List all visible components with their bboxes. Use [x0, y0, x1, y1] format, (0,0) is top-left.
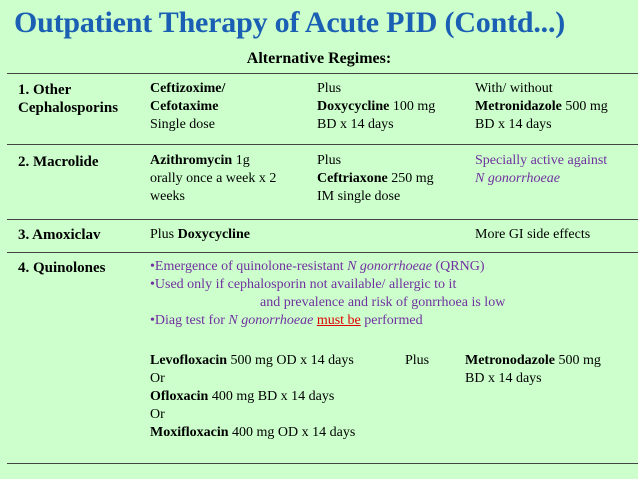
bullet-item	[150, 312, 635, 330]
row-label-line: Cephalosporins	[18, 100, 119, 116]
row-divider	[7, 144, 638, 145]
organism-name: N gonorrhoeae	[347, 259, 433, 274]
row-label-macrolide: 2. Macrolide	[18, 154, 99, 170]
dose-text: 400 mg OD x 14 days	[228, 425, 356, 440]
dose-text: 250 mg	[387, 171, 434, 186]
quinolone-combination	[465, 352, 601, 388]
dose-text: Single dose	[150, 117, 215, 132]
bullet-item: •Used only if cephalosporin not available/ allergic to it	[150, 277, 457, 292]
plus-text: Plus	[317, 153, 342, 168]
drug-name: Ceftizoxime/	[150, 81, 226, 96]
bullet-continuation: and prevalence and risk of gonrrhoea is low	[260, 295, 506, 310]
macrolide-combination	[317, 152, 434, 206]
dose-text: 1g	[232, 153, 250, 168]
note-text: Specially active against	[475, 153, 608, 168]
bullet-text: •Diag test for	[150, 313, 229, 328]
dose-text: orally once a week x 2	[150, 171, 277, 186]
combo-drug-line	[317, 98, 435, 116]
drug-name: Metronidazole	[475, 99, 562, 114]
cephalosporin-combination	[317, 80, 435, 134]
row-label-line: 1. Other	[18, 82, 72, 98]
slide-subtitle: Alternative Regimes:	[246, 50, 392, 67]
drug-name: Levofloxacin	[150, 353, 227, 368]
bullet-item	[150, 258, 635, 276]
drug-name: Ceftriaxone	[317, 171, 388, 186]
drug-name: Doxycycline	[317, 99, 390, 114]
emphasis-text: must be	[316, 313, 361, 328]
dose-text: weeks	[150, 189, 185, 204]
organism-name: N gonorrhoeae	[228, 313, 314, 328]
cephalosporin-optional	[475, 80, 608, 134]
optional-drug-line	[475, 98, 608, 116]
drug-line	[465, 352, 601, 370]
dose-text: 500 mg	[561, 99, 608, 114]
bullet-text: performed	[360, 313, 423, 328]
plus-text: Plus	[405, 353, 430, 368]
with-without-text: With/ without	[475, 81, 553, 96]
dose-text: BD x 14 days	[465, 371, 542, 386]
drug-name: Metronodazole	[465, 353, 555, 368]
drug-name: Ofloxacin	[150, 389, 209, 404]
bullet-text: •Emergence of quinolone-resistant	[150, 259, 348, 274]
quinolone-options	[150, 352, 355, 442]
plus-text: Plus	[150, 227, 178, 242]
row-label-amoxiclav: 3. Amoxiclav	[18, 227, 101, 243]
row-label-cephalosporins	[18, 81, 118, 117]
macrolide-drug	[150, 152, 276, 206]
quinolone-notes	[150, 258, 635, 330]
macrolide-note	[475, 152, 607, 188]
drug-name: Azithromycin	[150, 153, 233, 168]
drug-name: Cefotaxime	[150, 99, 219, 114]
table-bottom-border	[7, 463, 638, 464]
amoxiclav-combination	[150, 226, 250, 244]
drug-line	[150, 152, 276, 170]
row-label-quinolones: 4. Quinolones	[18, 260, 106, 276]
or-text: Or	[150, 407, 165, 422]
dose-text: BD x 14 days	[475, 117, 552, 132]
drug-name: Doxycycline	[177, 227, 250, 242]
dose-text: 500 mg OD x 14 days	[227, 353, 354, 368]
slide-title: Outpatient Therapy of Acute PID (Contd...)	[14, 6, 566, 39]
drug-line	[150, 424, 355, 442]
row-divider	[7, 252, 638, 253]
plus-text: Plus	[317, 81, 342, 96]
drug-line	[150, 388, 355, 406]
dose-text: 500 mg	[554, 353, 601, 368]
cephalosporin-drugs	[150, 80, 225, 134]
dose-text: IM single dose	[317, 189, 401, 204]
drug-line	[150, 352, 355, 370]
row-divider	[7, 219, 638, 220]
table-top-border	[7, 73, 638, 74]
amoxiclav-note: More GI side effects	[475, 227, 591, 242]
organism-name: N gonorrhoeae	[475, 171, 560, 186]
or-text: Or	[150, 371, 165, 386]
combo-drug-line	[317, 170, 434, 188]
dose-text: 100 mg	[389, 99, 436, 114]
dose-text: 400 mg BD x 14 days	[208, 389, 335, 404]
dose-text: BD x 14 days	[317, 117, 394, 132]
drug-name: Moxifloxacin	[150, 425, 229, 440]
bullet-text: (QRNG)	[432, 259, 485, 274]
